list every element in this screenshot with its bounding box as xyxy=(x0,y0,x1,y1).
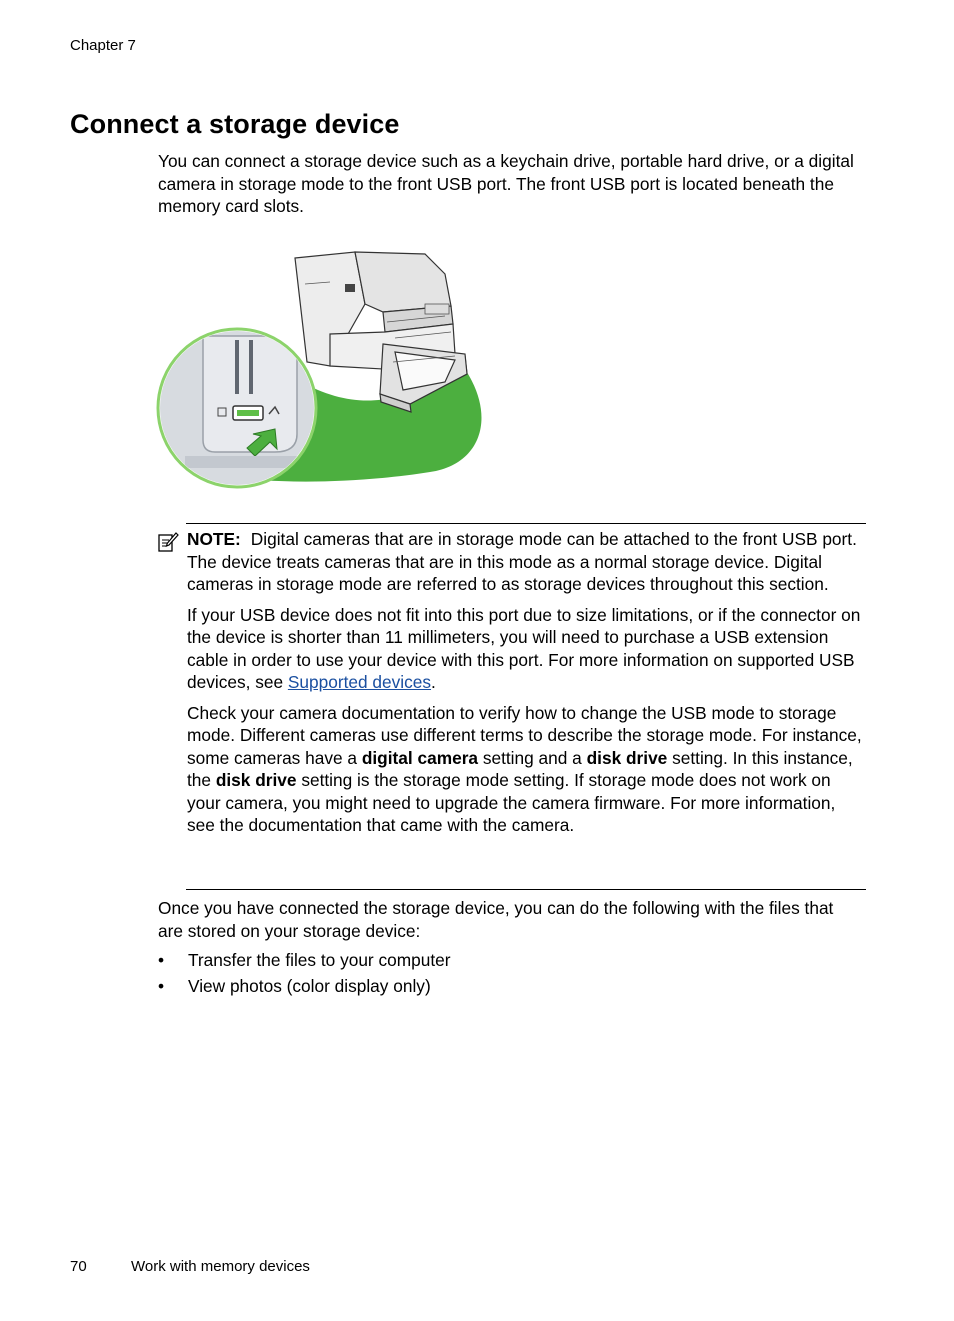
page-title: Connect a storage device xyxy=(70,109,400,139)
bullet-list xyxy=(158,949,858,1001)
footer-section-title: Work with memory devices xyxy=(131,1258,310,1275)
chapter-header: Chapter 7 xyxy=(70,37,136,54)
digital-camera-term: digital camera xyxy=(361,747,479,768)
disk-drive-term-2: disk drive xyxy=(215,770,297,790)
bullet-dot: • xyxy=(158,976,165,996)
list-item xyxy=(158,975,858,998)
note-text-3d: setting. In this instance, the xyxy=(187,747,853,790)
note-label: NOTE: xyxy=(187,529,241,549)
after-note-paragraph: Once you have connected the storage device, you can do the following with the files that are stored on your storage device: xyxy=(158,898,834,941)
intro-paragraph: You can connect a storage device such as a keychain drive, portable hard drive, or a digital camera in storage mode to the front USB port. The front USB port is located beneath the memory card slots. xyxy=(158,151,854,216)
disk-drive-term: disk drive xyxy=(586,747,668,768)
note-text-3a: Check your camera documentation to verify how to change the USB mode to storage mode. Different cameras use different terms to describe the storage mode. For instance, some cameras have a xyxy=(187,702,862,768)
printer-usb-port-illustration xyxy=(155,244,495,489)
note-paragraph-3 xyxy=(187,702,867,837)
note-top-rule xyxy=(186,523,866,524)
note-text-1: Digital cameras that are in storage mode can be attached to the front USB port. The device treats cameras that are in this mode as a normal storage device. Digital cameras in storage mode are referred to as storage devices throughout this section. xyxy=(187,529,857,594)
note-text-2-end: . xyxy=(431,672,436,692)
note-pencil-icon xyxy=(157,531,179,553)
note-paragraph-1 xyxy=(187,528,867,596)
note-block xyxy=(187,528,867,845)
list-item xyxy=(158,949,858,972)
note-bottom-rule xyxy=(186,889,866,890)
note-text-3c: setting and a xyxy=(478,747,587,768)
note-paragraph-2 xyxy=(187,604,867,694)
supported-devices-link[interactable]: Supported devices xyxy=(287,672,432,692)
note-text-3e: setting is the storage mode setting. If storage mode does not work on your camera, you might need to upgrade the camera firmware. For more information, see the documentation that came with the camera. xyxy=(187,770,836,835)
list-item-text: Transfer the files to your computer xyxy=(188,950,451,970)
page-number: 70 xyxy=(70,1258,87,1275)
list-item-text: View photos (color display only) xyxy=(188,976,431,996)
bullet-dot: • xyxy=(158,950,165,970)
note-text-2: If your USB device does not fit into this port due to size limitations, or if the connector on the device is shorter than 11 millimeters, you will need to purchase a USB extension cable in order to use your device with this port. For more information on supported USB devices, see xyxy=(187,604,861,692)
